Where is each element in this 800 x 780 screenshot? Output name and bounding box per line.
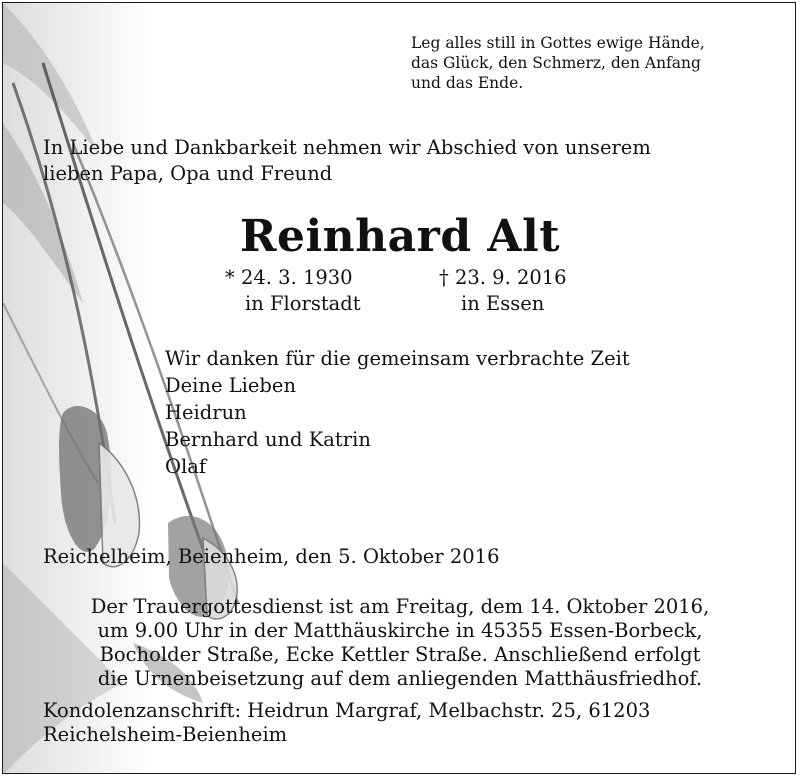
- funeral-service-info: [3, 595, 796, 691]
- birth-place: in Florstadt: [245, 292, 361, 315]
- intro-line: In Liebe und Dankbarkeit nehmen wir Abschied von unserem: [43, 136, 651, 159]
- mourner-name: Bernhard und Katrin: [165, 428, 371, 451]
- verse-line: und das Ende.: [411, 74, 524, 92]
- intro-text: [43, 135, 651, 187]
- death-place: in Essen: [461, 292, 545, 315]
- verse: [411, 33, 705, 93]
- service-line: Bocholder Straße, Ecke Kettler Straße. Anschließend erfolgt: [99, 643, 701, 666]
- death-date: † 23. 9. 2016: [439, 266, 567, 289]
- deceased-name: Reinhard Alt: [239, 211, 561, 262]
- service-line: die Urnenbeisetzung auf dem anliegenden Matthäusfriedhof.: [97, 667, 703, 690]
- mourner-name: Olaf: [165, 455, 207, 478]
- service-line: um 9.00 Uhr in der Matthäuskirche in 45355 Essen-Borbeck,: [97, 619, 703, 642]
- condolence-address: [43, 699, 650, 747]
- place-and-date: Reichelheim, Beienheim, den 5. Oktober 2016: [43, 545, 500, 568]
- obituary-notice: [2, 2, 796, 774]
- mourner-heading: Deine Lieben: [165, 374, 297, 397]
- thanks-line: Wir danken für die gemeinsam verbrachte Zeit: [165, 347, 630, 370]
- service-line: Der Trauergottesdienst ist am Freitag, dem 14. Oktober 2016,: [90, 595, 710, 618]
- condolence-line: Kondolenzanschrift: Heidrun Margraf, Melbachstr. 25, 61203: [43, 699, 651, 722]
- thanks-block: [165, 345, 630, 480]
- mourner-name: Heidrun: [165, 401, 247, 424]
- verse-line: Leg alles still in Gottes ewige Hände,: [411, 34, 705, 52]
- condolence-line: Reichelsheim-Beienheim: [43, 723, 288, 746]
- verse-line: das Glück, den Schmerz, den Anfang: [411, 54, 701, 72]
- birth-date: * 24. 3. 1930: [225, 266, 353, 289]
- intro-line: lieben Papa, Opa und Freund: [43, 162, 333, 185]
